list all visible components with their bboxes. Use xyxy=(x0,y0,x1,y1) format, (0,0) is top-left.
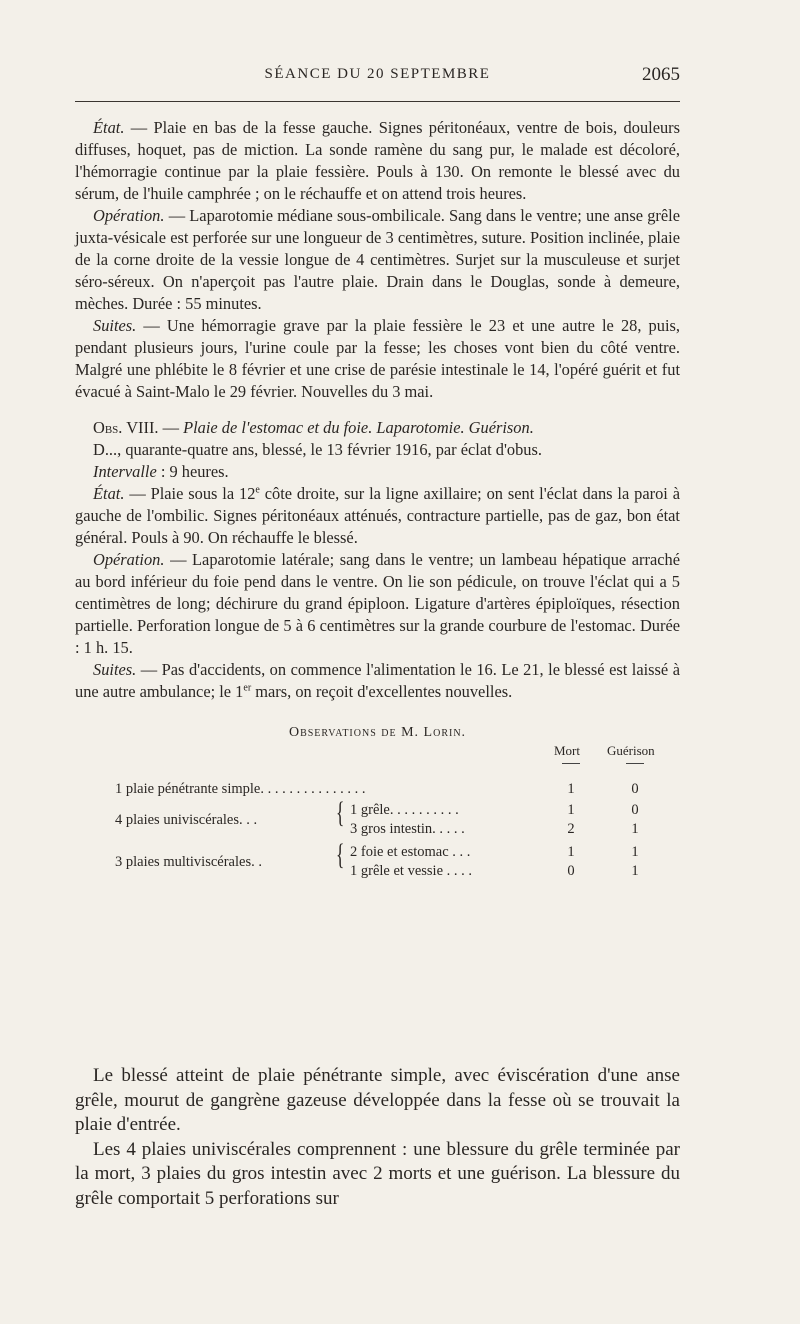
row-guerison: 1 xyxy=(631,863,639,879)
column-header-mort: Mort xyxy=(554,743,580,758)
intervalle-paragraph xyxy=(75,461,680,483)
row-mort: 1 xyxy=(567,844,575,860)
suites-text-2a: — Pas d'accidents, on commence l'alimentation le 16. Le 21, le blessé est laissé à une autre ambulance; le 1 xyxy=(75,660,680,701)
observation-label: Obs. VIII. xyxy=(93,418,159,437)
etat-text: — Plaie en bas de la fesse gauche. Signes péritonéaux, ventre de bois, douleurs diffuses, hoquet, pas de miction. La sonde ramène du sang pur, le malade est décoloré, l'hémorragie continue par la plaie fessière. Pouls à 130. On remonte le blessé avec du sérum, de l'huile camphrée ; on le réchauffe et on attend trois heures. xyxy=(75,118,681,203)
statistics-table xyxy=(75,743,680,883)
etat-sup: e xyxy=(255,484,260,496)
suites-text: — Une hémorragie grave par la plaie fessière le 23 et une autre le 28, puis, pendant plusieurs jours, l'urine coule par la fesse; les choses vont bien du côté ventre. Malgré une phlébite le 8 février et une crise de parésie intestinale le 14, l'opéré guérit et fut évacué à Saint-Malo le 29 février. Nouvelles du 3 mai. xyxy=(75,316,680,401)
suites-sup: er xyxy=(243,682,252,694)
etat-lead: État. xyxy=(93,118,125,137)
row-sub-label: 1 grêle et vessie . . . . xyxy=(350,863,473,879)
operation-lead-2: Opération. xyxy=(93,550,165,569)
operation-text-2: — Laparotomie latérale; sang dans le ventre; un lambeau hépatique arraché au bord inférieur du foie pend dans le ventre. On lie son pédicule, on trouve l'éclat qui a 5 centimètres de long; déchirure du grand épiploon. Ligature d'artères épiploïques, résection partielle. Perforation longue de 5 à 6 centimètres sur la grande courbure de l'estomac. Durée : 1 h. 15. xyxy=(75,550,680,657)
table-row xyxy=(75,802,680,822)
table-row xyxy=(75,821,680,841)
observation-dash: — xyxy=(158,418,184,437)
lower-text xyxy=(75,1064,680,1211)
page-number: 2065 xyxy=(642,64,680,85)
table-title: Observations de M. Lorin. xyxy=(288,725,467,740)
header-rule xyxy=(75,101,680,102)
brace-icon: { xyxy=(335,838,345,871)
operation-text: — Laparotomie médiane sous-ombilicale. Sang dans le ventre; une anse grêle juxta-vésicale est perforée sur une longueur de 3 centimètres, suture. Position inclinée, plaie de la corne droite de la vessie longue de 4 centimètres. Surjet sur la musculeuse et surjet séro-séreux. On n'aperçoit pas l'autre plaie. Drain dans le Douglas, sonde à demeure, mèches. Durée : 55 minutes. xyxy=(75,206,680,313)
patient-paragraph xyxy=(75,439,680,461)
lower-paragraph-1: Le blessé atteint de plaie pénétrante simple, avec éviscération d'une anse grêle, mourut de gangrène gazeuse développée dans la fesse où se trouvait la plaie d'entrée. xyxy=(75,1065,680,1135)
brace-icon: { xyxy=(335,796,345,829)
table-row xyxy=(75,863,680,883)
etat-text-2b: côte droite, sur la ligne axillaire; on sent l'éclat dans la paroi à gauche de l'ombilic. Signes péritonéaux atténués, contracture partielle, pas de gaz, bon état général. Pouls à 90. On réchauffe le blessé. xyxy=(75,484,680,547)
lower-paragraph-2: Les 4 plaies univiscérales comprennent : une blessure du grêle terminée par la mort, 3 plaies du gros intestin avec 2 morts et une guérison. La blessure du grêle comportait 5 perforations sur xyxy=(75,1138,680,1209)
row-sub-label: 2 foie et estomac . . . xyxy=(350,844,471,860)
suites-paragraph-1 xyxy=(75,315,680,403)
column-dash-guerison xyxy=(626,763,644,764)
row-mort: 1 xyxy=(567,802,575,818)
column-header-guerison: Guérison xyxy=(607,743,655,758)
table-row xyxy=(75,844,680,864)
group-label: 3 plaies multiviscérales. . xyxy=(115,854,262,870)
intervalle-lead: Intervalle xyxy=(93,462,157,481)
group-label: 4 plaies univiscérales. . . xyxy=(115,812,258,828)
etat-text-2a: — Plaie sous la 12 xyxy=(129,484,256,503)
suites-lead: Suites. xyxy=(93,316,137,335)
etat-paragraph-1 xyxy=(75,117,680,205)
operation-paragraph-1 xyxy=(75,205,680,315)
patient-text: D..., quarante-quatre ans, blessé, le 13 février 1916, par éclat d'obus. xyxy=(93,440,542,459)
running-title: SÉANCE DU 20 SEPTEMBRE xyxy=(264,66,491,82)
suites-text-2b: mars, on reçoit d'excellentes nouvelles. xyxy=(251,682,513,701)
running-head xyxy=(75,66,680,88)
row-label: 1 plaie pénétrante simple. . . . . . . . . . . . . . . xyxy=(115,781,366,797)
etat-lead-2: État. xyxy=(93,484,125,503)
row-mort: 2 xyxy=(567,821,575,837)
column-dash-mort xyxy=(562,763,580,764)
suites-paragraph-2 xyxy=(75,659,680,703)
intervalle-text: : 9 heures. xyxy=(156,462,229,481)
page-body xyxy=(75,117,680,883)
suites-lead-2: Suites. xyxy=(93,660,137,679)
row-mort: 1 xyxy=(567,781,575,797)
row-guerison: 1 xyxy=(631,844,639,860)
observation-title: Plaie de l'estomac et du foie. Laparotomie. Guérison. xyxy=(183,418,534,437)
etat-paragraph-2 xyxy=(75,483,680,549)
row-mort: 0 xyxy=(567,863,575,879)
row-sub-label: 3 gros intestin. . . . . xyxy=(350,821,465,837)
row-guerison: 0 xyxy=(631,802,639,818)
row-guerison: 0 xyxy=(631,781,639,797)
operation-paragraph-2 xyxy=(75,549,680,659)
table-row xyxy=(75,781,680,801)
observation-heading xyxy=(75,417,680,439)
row-guerison: 1 xyxy=(631,821,639,837)
row-sub-label: 1 grêle. . . . . . . . . . xyxy=(350,802,459,818)
operation-lead: Opération. xyxy=(93,206,165,225)
